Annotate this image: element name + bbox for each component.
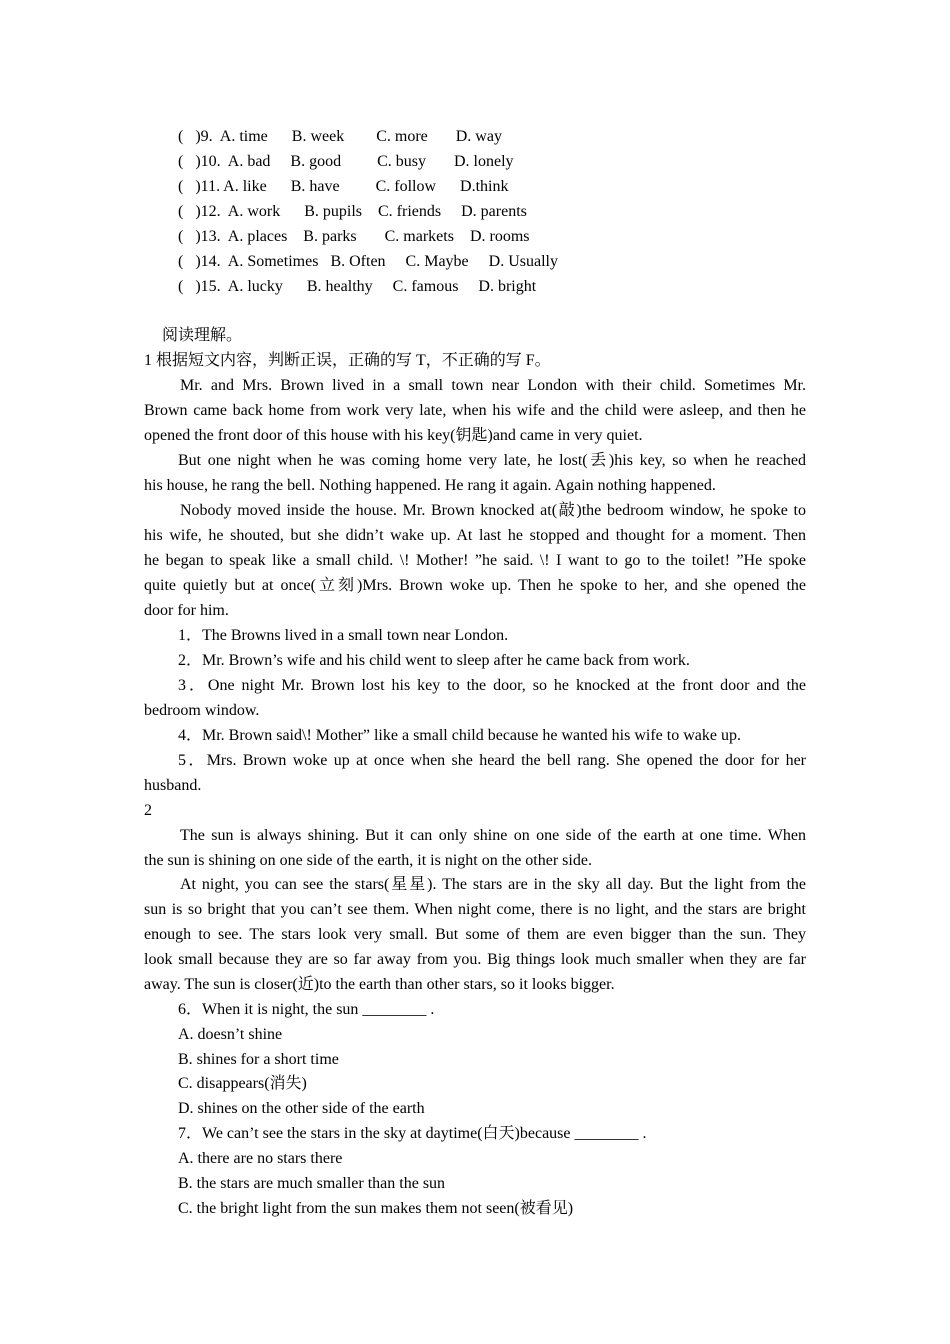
part2-question-6-option-a: A. doesn’t shine xyxy=(178,1026,283,1043)
part2-label: 2 xyxy=(144,802,152,819)
part1-paragraph2-line1: But one night when he was coming home very late, he lost(丢)his key, so when he reached xyxy=(178,452,806,469)
part1-question-3-line2: bedroom window. xyxy=(144,702,260,719)
part1-paragraph3-line3: he began to speak like a small child. \! Mother! ”he said. \! I want to go to the toilet! ”He spoke xyxy=(144,552,806,569)
part2-question-7-option-a: A. there are no stars there xyxy=(178,1150,343,1167)
part2-question-6-option-c: C. disappears(消失) xyxy=(178,1075,307,1092)
part1-paragraph3-line5: door for him. xyxy=(144,602,229,619)
part1-question-3-line1: 3．One night Mr. Brown lost his key to the door, so he knocked at the front door and the xyxy=(178,677,807,694)
choice-row-12: ( )12. A. work B. pupils C. friends D. parents xyxy=(178,203,527,220)
part2-question-7: 7．We can’t see the stars in the sky at daytime(白天)because ________ . xyxy=(178,1125,647,1142)
part1-paragraph3-line2: his wife, he shouted, but she didn’t wake up. At last he stopped and thought for a moment. Then xyxy=(144,527,806,544)
section-title: 阅读理解。 xyxy=(162,327,243,344)
part2-paragraph1-line1: The sun is always shining. But it can only shine on one side of the earth at one time. When xyxy=(180,827,806,844)
part2-question-6-option-b: B. shines for a short time xyxy=(178,1051,339,1068)
part2-question-7-option-c: C. the bright light from the sun makes them not seen(被看见) xyxy=(178,1200,574,1217)
part1-paragraph2-line2: his house, he rang the bell. Nothing happened. He rang it again. Again nothing happened. xyxy=(144,477,716,494)
part2-paragraph1-line2: the sun is shining on one side of the earth, it is night on the other side. xyxy=(144,852,592,869)
choice-row-15: ( )15. A. lucky B. healthy C. famous D. bright xyxy=(178,278,537,295)
part1-question-2: 2．Mr. Brown’s wife and his child went to sleep after he came back from work. xyxy=(178,652,690,669)
part2-paragraph2-line3: enough to see. The stars look very small. But some of them are even bigger than the sun. They xyxy=(144,926,806,943)
part2-question-6-option-d: D. shines on the other side of the earth xyxy=(178,1100,425,1117)
part1-question-5-line1: 5．Mrs. Brown woke up at once when she heard the bell rang. She opened the door for her xyxy=(178,752,807,769)
part2-paragraph2-line1: At night, you can see the stars(星星). The stars are in the sky all day. But the light from the xyxy=(180,876,806,893)
part2-paragraph2-line4: look small because they are so far away from you. Big things look much smaller when they are far xyxy=(144,951,806,968)
part2-question-7-option-b: B. the stars are much smaller than the sun xyxy=(178,1175,446,1192)
part1-paragraph1-line2: Brown came back home from work very late, when his wife and the child were asleep, and then he xyxy=(144,402,806,419)
part1-paragraph1-line1: Mr. and Mrs. Brown lived in a small town near London with their child. Sometimes Mr. xyxy=(180,377,806,394)
part1-question-1: 1．The Browns lived in a small town near London. xyxy=(178,627,509,644)
part1-instruction: 1 根据短文内容，判断正误，正确的写 T，不正确的写 F。 xyxy=(144,352,551,369)
part1-question-4: 4．Mr. Brown said\! Mother” like a small child because he wanted his wife to wake up. xyxy=(178,727,741,744)
choice-row-9: ( )9. A. time B. week C. more D. way xyxy=(178,128,502,145)
choice-row-10: ( )10. A. bad B. good C. busy D. lonely xyxy=(178,153,514,170)
choice-row-13: ( )13. A. places B. parks C. markets D. rooms xyxy=(178,228,530,245)
part2-paragraph2-line5: away. The sun is closer(近)to the earth than other stars, so it looks bigger. xyxy=(144,976,615,993)
part2-question-6: 6．When it is night, the sun ________ . xyxy=(178,1001,435,1018)
part1-paragraph3-line1: Nobody moved inside the house. Mr. Brown knocked at(敲)the bedroom window, he spoke to xyxy=(180,502,806,519)
part1-paragraph3-line4: quite quietly but at once(立刻)Mrs. Brown woke up. Then he spoke to her, and she opened the xyxy=(144,577,806,594)
choice-row-11: ( )11. A. like B. have C. follow D.think xyxy=(178,178,509,195)
part1-question-5-line2: husband. xyxy=(144,777,202,794)
part2-paragraph2-line2: sun is so bright that you can’t see them. When night come, there is no light, and the stars are bright xyxy=(144,901,806,918)
part1-paragraph1-line3: opened the front door of this house with his key(钥匙)and came in very quiet. xyxy=(144,427,643,444)
choice-row-14: ( )14. A. Sometimes B. Often C. Maybe D. Usually xyxy=(178,253,558,270)
